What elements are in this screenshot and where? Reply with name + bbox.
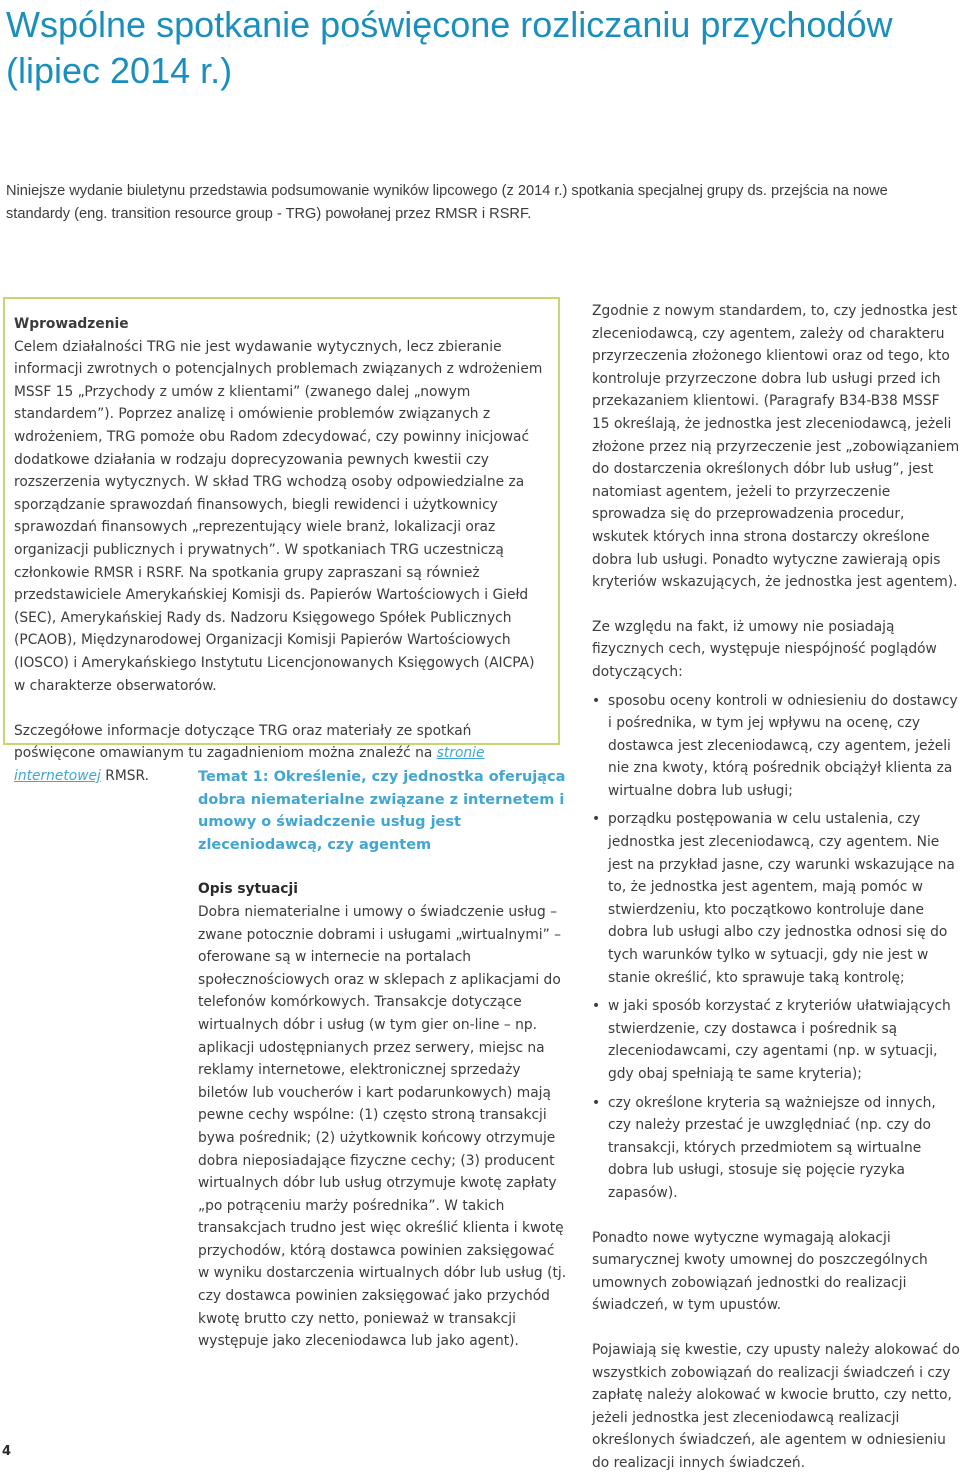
topic-title: Temat 1: Określenie, czy jednostka oferująca dobra niematerialne związane z internetem i umowy o świadczenie usług jest zleceniodawcą, czy agentem [198,769,566,853]
issues-list [592,690,960,1205]
page-number: 4 [2,1444,12,1459]
introduction-paragraph: Celem działalności TRG nie jest wydawanie wytycznych, lecz zbieranie informacji zwrotnych o potencjalnych problemach związanych z wdrożeniem MSSF 15 „Przychody z umów z klientami” (zwanego dalej „nowym standardem”). Poprzez analizę i omówienie problemów związanych z wdrożeniem, TRG pomoże obu Radom zdecydować, czy powinny inicjować dodatkowe działania w rodzaju doprecyzowania pewnych kwestii czy rozszerzenia wytycznych. W skład TRG wchodzą osoby odpowiedzialne za sporządzanie sprawozdań finansowych, biegli rewidenci i użytkownicy sprawozdań finansowych „reprezentujący wiele branż, lokalizacji oraz organizacji publicznych i prywatnych”. W spotkaniach TRG uczestniczą członkowie RMSR i RSRF. Na spotkania grupy zapraszani są również przedstawiciele Amerykańskiej Komisji ds. Papierów Wartościowych i Giełd (SEC), Amerykańskiej Rady ds. Nadzoru Księgowego Spółek Publicznych (PCAOB), Międzynarodowej Organizacji Komisji Papierów Wartościowych (IOSCO) i Amerykańskiego Instytutu Licencjonowanych Księgowych (AICPA) w charakterze obserwatorów. [14,338,543,694]
list-item: • sposobu oceny kontroli w odniesieniu do dostawcy i pośrednika, w tym jej wpływu na ocenę, czy dostawca jest zleceniodawcą, czy agentem, jeżeli nie zna kwoty, którą pośrednik obciążył klienta za wirtualne dobra lub usługi; [592,690,960,803]
details-text-before: Szczegółowe informacje dotyczące TRG oraz materiały ze spotkań poświęcone omawianym tu zagadnieniom można znaleźć na [14,722,472,762]
list-item: • czy określone kryteria są ważniejsze od innych, czy należy przestać je uwzględniać (np. czy do transakcji, których przedmiotem są wirtualne dobra lub usługi, stosuje się pojęcie ryzyka zapasów). [592,1092,960,1205]
topic-section [198,766,570,1353]
right-paragraph-2: Ze względu na fakt, iż umowy nie posiadają fizycznych cech, występuje niespójność poglądów dotyczących: [592,618,937,680]
introduction-heading: Wprowadzenie [14,316,129,332]
right-paragraph-4: Pojawiają się kwestie, czy upusty należy alokować do wszystkich zobowiązań do realizacji świadczeń i czy zapłatę należy alokować w kwocie brutto, czy netto, jeżeli jednostka jest zleceniodawcą realizacji określonych świadczeń, ale agentem w odniesieniu do realizacji innych świadczeń. [592,1341,960,1471]
situation-heading: Opis sytuacji [198,881,298,898]
intro-paragraph: Niniejsze wydanie biuletynu przedstawia podsumowanie wyników lipcowego (z 2014 r.) spotkania specjalnej grupy ds. przejścia na nowe standardy (eng. transition resource group - TRG) powołanej przez RMSR i RSRF. [6,183,888,222]
details-text-after: RMSR. [100,767,149,784]
page-title: Wspólne spotkanie poświęcone rozliczaniu przychodów (lipiec 2014 r.) [6,4,893,91]
list-item: • w jaki sposób korzystać z kryteriów ułatwiających stwierdzenie, czy dostawca i pośrednik są zleceniodawcami, czy agentami (np. w sytuacji, gdy obaj spełniają te same kryteria); [592,995,960,1085]
list-item: • porządku postępowania w celu ustalenia, czy jednostka jest zleceniodawcą, czy agentem. Nie jest na przykład jasne, czy warunki wskazujące na to, że jednostka jest agentem, mają pomóc w stwierdzeniu, kto początkowo kontroluje dane dobra lub usługi albo czy jednostka odnosi się do tych warunków tylko w sytuacji, gdy nie jest w stanie określić, kto sprawuje taką kontrolę; [592,808,960,989]
right-paragraph-3: Ponadto nowe wytyczne wymagają alokacji sumarycznej kwoty umownej do poszczególnych umownych zobowiązań jednostki do realizacji świadczeń, w tym upustów. [592,1229,928,1314]
introduction-box [3,297,560,784]
website-link[interactable]: stronie internetowej [14,745,485,784]
right-paragraph-1: Zgodnie z nowym standardem, to, czy jednostka jest zleceniodawcą, czy agentem, zależy od charakteru przyrzeczenia złożonego klientowi oraz od tego, kto kontroluje przyrzeczone dobra lub usługi przed ich przekazaniem klientowi. (Paragrafy B34-B38 MSSF 15 określają, że jednostka jest zleceniodawcą, jeżeli złożone przez nią przyrzeczenie jest „zobowiązaniem do dostarczenia określonych dóbr lub usług”, jest natomiast agentem, jeżeli to przyrzeczenie sprowadza się do przeprowadzenia procedur, wskutek których inna strona dostarczy określone dobra lub usługi. Ponadto wytyczne zawierają opis kryteriów wskazujących, że jednostka jest agentem). [592,303,960,591]
right-column [592,300,960,1475]
situation-body: Dobra niematerialne i umowy o świadczenie usług – zwane potocznie dobrami i usługami „wirtualnymi” – oferowane są w internecie na portalach społecznościowych oraz w sklepach z aplikacjami do telefonów komórkowych. Transakcje dotyczące wirtualnych dóbr i usług (w tym gier on-line – np. aplikacji udostępnianych przez serwery, miejsc na reklamy internetowe, elektronicznej sprzedaży biletów lub voucherów i kart podarunkowych) mają pewne cechy wspólne: (1) często stroną transakcji bywa pośrednik; (2) użytkownik końcowy otrzymuje dobra nieposiadające fizyczne cechy; (3) producent wirtualnych dóbr lub usług otrzymuje kwotę zapłaty „po potrąceniu marży pośrednika”. W takich transakcjach trudno jest więc określić klienta i kwotę przychodów, którą dostawca powinien zaksięgować w wyniku dostarczenia wirtualnych dóbr lub usług (tj. czy dostawca powinien zaksięgować jako przychód kwotę brutto czy netto, ponieważ w transakcji występuje jako zleceniodawca lub jako agent). [198,903,567,1350]
